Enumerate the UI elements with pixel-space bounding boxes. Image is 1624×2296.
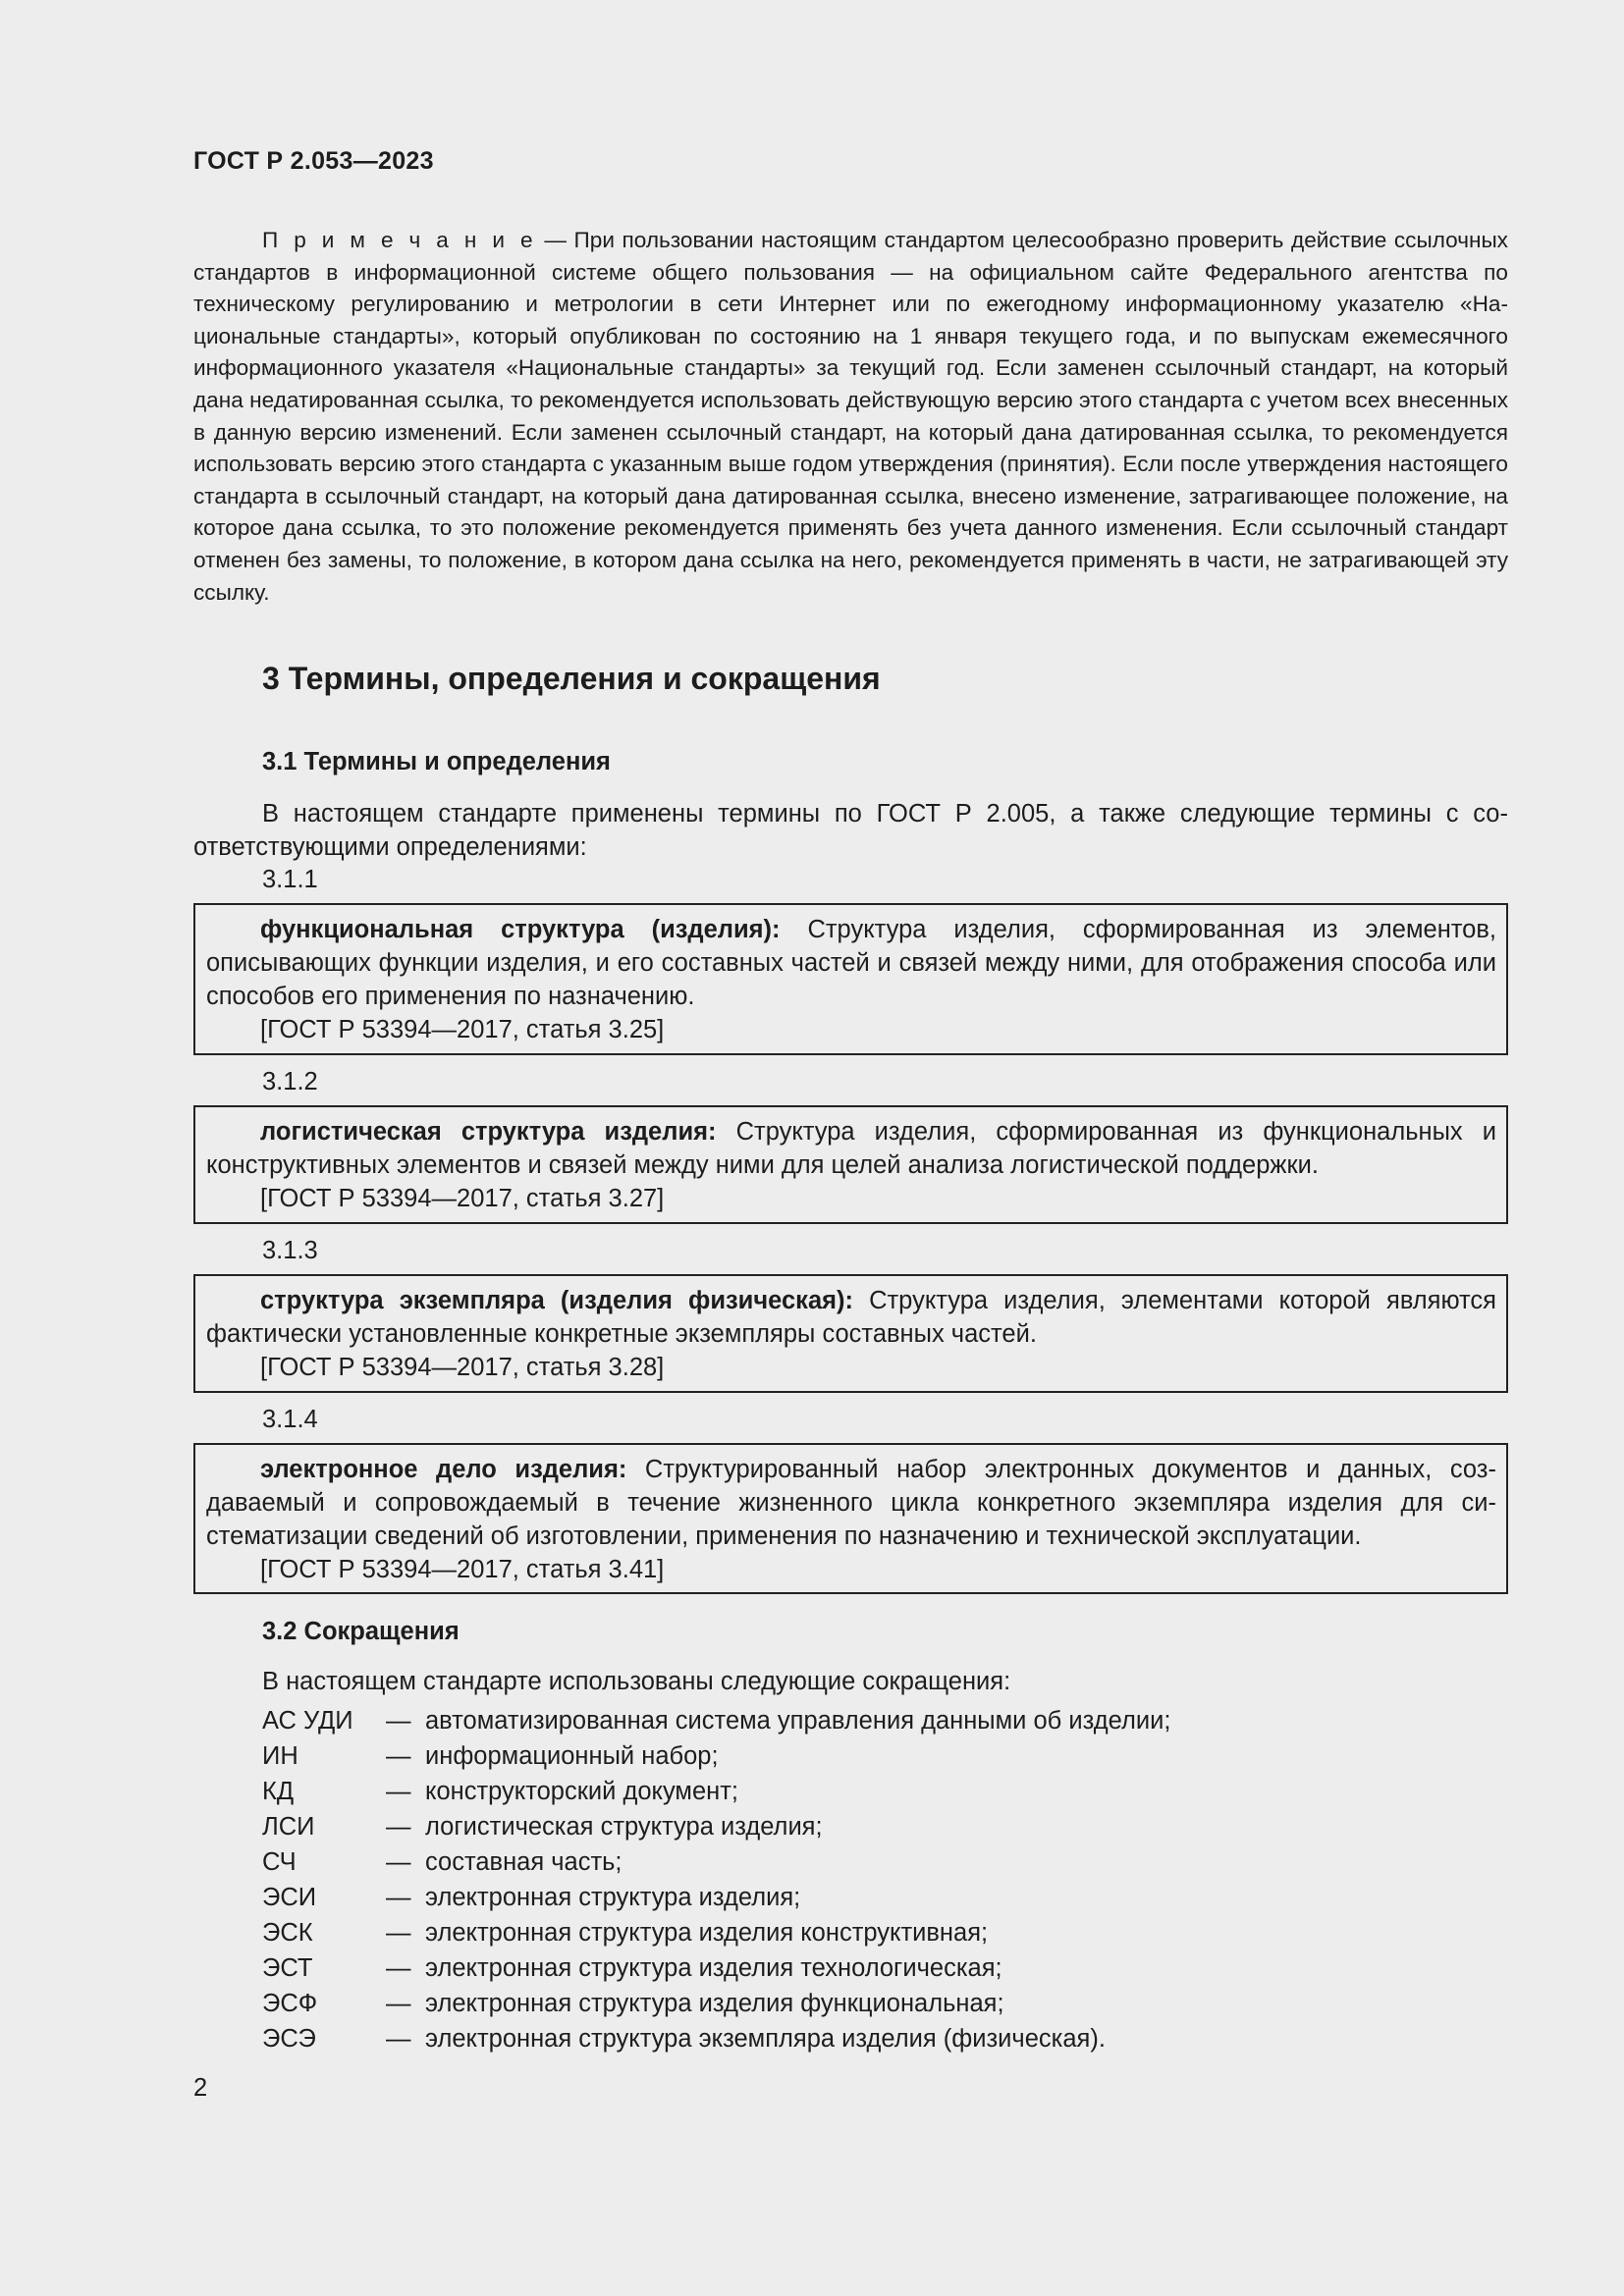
abbreviations-intro: В настоящем стандарте использованы следующие сокращения:: [262, 1668, 1011, 1695]
term-source: [ГОСТ Р 53394—2017, статья 3.28]: [260, 1354, 665, 1381]
abbreviation-meaning: электронная структура экземпляра изделия (физическая).: [425, 2025, 1106, 2053]
note-text: — При пользовании настоящим стандартом целесообразно проверить действие ссылочных стандартов в информационной системе общего пользования — на официальном сайте Федерального агентства по техническому регулированию и метрологии в сети Интернет или по ежегодному информационному указателю «Национальные стандарты», который опубликован по состоянию на 1 января текущего года, и по выпускам ежемесячного информационного указателя «Национальные стандарты» за текущий год. Если заменен ссылочный стандарт, на который дана недатированная ссылка, то рекомендуется использовать действующую версию этого стандарта с учетом всех внесенных в данную версию изменений. Если заменен ссылочный стандарт, на который дана датированная ссылка, то рекомендуется использовать версию этого стандарта с указанным выше годом утверждения (принятия). Если после утверждения настоящего стандарта в ссылочный стандарт, на который дана датированная ссылка, внесено изменение, затрагивающее положение, на которое дана ссылка, то это положение рекомендуется применять без учета данного изменения. Если ссылочный стандарт отменен без замены, то положение, в котором дана ссылка на него, рекомендуется применять в части, не затрагивающей эту ссылку.: [193, 228, 1508, 605]
note-label: П р и м е ч а н и е: [262, 228, 537, 252]
abbreviation-code: КД: [262, 1778, 295, 1805]
term-text: Структура изделия, сформированная из элементов, описывающих функции изделия, и его составных частей и связей между ними, для отображения способа или способов его применения по назначению.: [206, 916, 1496, 1010]
term-number: 3.1.1: [262, 866, 318, 893]
term-name: функциональная структура (изделия):: [260, 916, 781, 943]
list-item: [262, 1915, 1170, 1950]
term-text: Структурированный набор электронных документов и данных, создаваемый и сопровождаемый в течение жизненного цикла конкретного экземпляра изделия для систематизации сведений об изготовлении, применения по назначению и технической эксплуатации.: [206, 1456, 1496, 1550]
list-item: [262, 2021, 1170, 2056]
page-number: 2: [193, 2074, 208, 2102]
term-number: 3.1.3: [262, 1237, 318, 1264]
abbreviation-code: ЭСТ: [262, 1954, 313, 1982]
abbreviation-dash: —: [386, 1742, 411, 1770]
abbreviation-meaning: конструкторский документ;: [425, 1778, 738, 1805]
abbreviation-code: ИН: [262, 1742, 298, 1770]
section-3-title: 3 Термины, определения и сокращения: [262, 661, 881, 696]
terms-intro-paragraph: В настоящем стандарте применены термины по ГОСТ Р 2.005, а также следующие термины с соответствующими определениями:: [193, 800, 1508, 861]
term-number: 3.1.4: [262, 1406, 318, 1433]
term-source: [ГОСТ Р 53394—2017, статья 3.27]: [260, 1185, 665, 1212]
abbreviation-dash: —: [386, 2025, 411, 2053]
term-name: логистическая структура изделия:: [260, 1118, 717, 1146]
term-definition-box: [193, 1443, 1508, 1594]
abbreviation-code: ЭСФ: [262, 1990, 318, 2017]
term-definition: [206, 1453, 1496, 1553]
list-item: [262, 1809, 1170, 1844]
term-name: структура экземпляра (изделия физическая):: [260, 1287, 853, 1314]
list-item: [262, 1703, 1170, 1738]
term-definition: [206, 1284, 1496, 1351]
abbreviation-code: СЧ: [262, 1848, 297, 1876]
note-paragraph: [193, 225, 1508, 609]
term-definition: [206, 913, 1496, 1013]
term-definition: [206, 1115, 1496, 1182]
abbreviation-meaning: составная часть;: [425, 1848, 623, 1876]
abbreviation-code: ЭСИ: [262, 1884, 317, 1911]
abbreviation-dash: —: [386, 1990, 411, 2017]
term-definition-box: [193, 1274, 1508, 1393]
abbreviation-meaning: автоматизированная система управления данными об изделии;: [425, 1707, 1171, 1735]
document-code-header: ГОСТ Р 2.053—2023: [193, 147, 434, 175]
abbreviation-meaning: электронная структура изделия;: [425, 1884, 801, 1911]
subsection-3-1-title: 3.1 Термины и определения: [262, 748, 611, 775]
abbreviation-dash: —: [386, 1884, 411, 1911]
abbreviation-meaning: логистическая структура изделия;: [425, 1813, 823, 1841]
term-definition-box: [193, 1105, 1508, 1224]
term-source: [ГОСТ Р 53394—2017, статья 3.25]: [260, 1016, 665, 1043]
term-text: Структура изделия, элементами которой являются фактически установленные конкретные экземпляры составных частей.: [206, 1287, 1496, 1348]
list-item: [262, 1738, 1170, 1774]
abbreviation-dash: —: [386, 1707, 411, 1735]
abbreviation-meaning: информационный набор;: [425, 1742, 719, 1770]
term-text: Структура изделия, сформированная из функциональных и конструктивных элементов и связей между ними для целей анализа логистической поддержки.: [206, 1118, 1496, 1179]
abbreviation-code: АС УДИ: [262, 1707, 353, 1735]
list-item: [262, 1986, 1170, 2021]
abbreviation-code: ЭСК: [262, 1919, 313, 1947]
list-item: [262, 1844, 1170, 1880]
subsection-3-2-title: 3.2 Сокращения: [262, 1618, 460, 1645]
abbreviation-meaning: электронная структура изделия конструктивная;: [425, 1919, 989, 1947]
abbreviation-dash: —: [386, 1778, 411, 1805]
list-item: [262, 1950, 1170, 1986]
abbreviation-code: ЭСЭ: [262, 2025, 316, 2053]
term-number: 3.1.2: [262, 1068, 318, 1095]
list-item: [262, 1774, 1170, 1809]
term-source: [ГОСТ Р 53394—2017, статья 3.41]: [260, 1556, 665, 1583]
term-name: электронное дело изделия:: [260, 1456, 627, 1483]
abbreviation-dash: —: [386, 1954, 411, 1982]
abbreviation-dash: —: [386, 1813, 411, 1841]
list-item: [262, 1880, 1170, 1915]
abbreviation-code: ЛСИ: [262, 1813, 315, 1841]
abbreviation-dash: —: [386, 1848, 411, 1876]
abbreviation-meaning: электронная структура изделия технологическая;: [425, 1954, 1002, 1982]
abbreviation-dash: —: [386, 1919, 411, 1947]
term-definition-box: [193, 903, 1508, 1055]
abbreviations-list: [262, 1703, 1170, 2056]
abbreviation-meaning: электронная структура изделия функциональная;: [425, 1990, 1004, 2017]
